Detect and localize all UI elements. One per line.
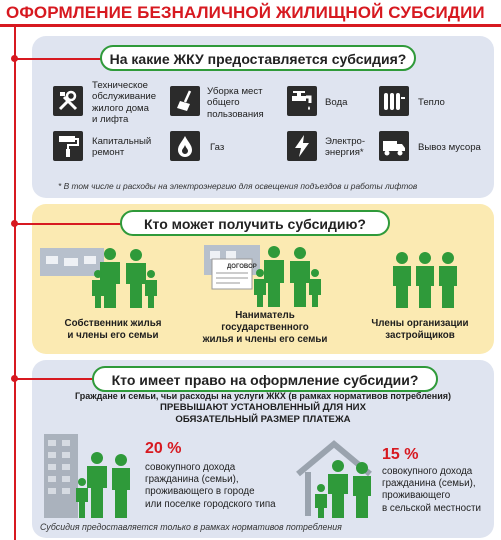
- rural-description: совокупного дохода гражданина (семьи), проживающего в сельской местности: [382, 466, 481, 514]
- service-label-electricity: Электро- энергия*: [325, 136, 366, 159]
- apartment-owner-illustration: [38, 246, 176, 308]
- eligibility-intro: Граждане и семьи, чьи расходы на услуги ЖКХ (в рамках нормативов потребления) ПРЕВЫШАЮТ УСТАНОВЛЕННЫЙ ДЛЯ НИХ ОБЯЗАТЕЛЬНЫЙ РАЗМЕР ПЛАТЕЖА: [74, 391, 452, 425]
- page-title: ОФОРМЛЕНИЕ БЕЗНАЛИЧНОЙ ЖИЛИЩНОЙ СУБСИДИИ: [6, 3, 485, 22]
- contract-label: ДОГОВОР: [227, 264, 257, 270]
- eligibility-note: Субсидия предоставляется только в рамках нормативов потребления: [40, 522, 342, 532]
- service-label-repair: Капитальный ремонт: [92, 136, 152, 159]
- urban-percent: 20 %: [145, 440, 182, 457]
- connector-line: [16, 223, 122, 225]
- city-building-illustration: [42, 432, 134, 518]
- connector-line: [16, 58, 102, 60]
- rural-percent: 15 %: [382, 446, 419, 463]
- timeline-line: [14, 26, 16, 540]
- tools-icon: [53, 86, 83, 116]
- services-heading: [100, 45, 416, 71]
- eligible-heading-text: Кто может получить субсидию?: [144, 216, 366, 232]
- garbage-truck-icon: [379, 131, 409, 161]
- group-builders-label: Члены организации застройщиков: [371, 318, 469, 341]
- service-label-heat: Тепло: [418, 97, 445, 108]
- title-underline: [0, 24, 501, 27]
- builders-cooperative-illustration: [390, 250, 460, 308]
- eligibility-heading-text: Кто имеет право на оформление субсидии?: [111, 372, 419, 388]
- paint-roller-icon: [53, 131, 83, 161]
- eligibility-heading: [92, 366, 438, 392]
- radiator-icon: [379, 86, 409, 116]
- service-label-cleaning: Уборка мест общего пользования: [207, 86, 264, 120]
- services-footnote: * В том числе и расходы на электроэнергию для освещения подъездов и работы лифтов: [58, 181, 418, 191]
- service-label-gas: Газ: [210, 142, 225, 153]
- service-label-garbage: Вывоз мусора: [418, 142, 481, 153]
- service-label-water: Вода: [325, 97, 348, 108]
- group-owner-label: Собственник жилья и члены его семьи: [64, 318, 162, 341]
- connector-line: [16, 378, 94, 380]
- broom-icon: [170, 86, 200, 116]
- rural-house-illustration: [294, 438, 378, 518]
- lightning-icon: [287, 131, 317, 161]
- service-label-maintenance: Техническое обслуживание жилого дома и лифта: [92, 80, 157, 126]
- title-banner: [0, 0, 501, 26]
- group-tenant-label: Наниматель государственного жилья и члены его семьи: [202, 310, 328, 345]
- services-heading-text: На какие ЖКУ предоставляется субсидия?: [109, 51, 407, 67]
- eligible-heading: [120, 210, 390, 236]
- tenant-contract-illustration: [200, 243, 322, 307]
- water-tap-icon: [287, 86, 317, 116]
- gas-flame-icon: [170, 131, 200, 161]
- urban-description: совокупного дохода гражданина (семьи), проживающего в городе или поселке городского типа: [145, 462, 276, 510]
